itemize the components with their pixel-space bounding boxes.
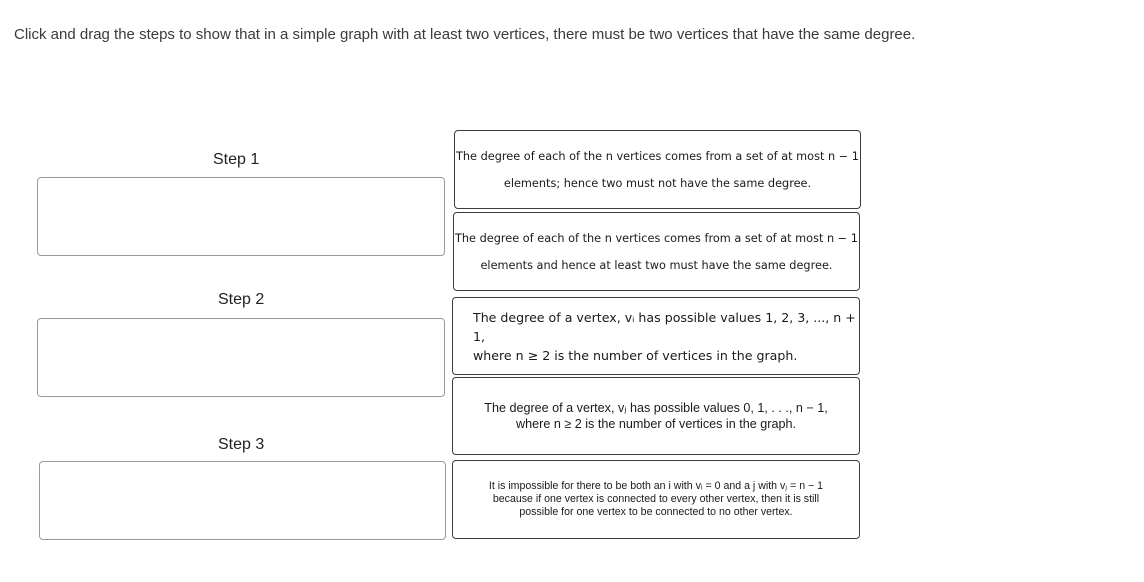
card-4-line-1: The degree of a vertex, vⱼ has possible values 0, 1, . . ., n − 1, bbox=[484, 401, 828, 415]
step-2-label: Step 2 bbox=[218, 291, 265, 308]
instructions-text: Click and drag the steps to show that in a simple graph with at least two vertices, there must be two vertices that have the same degree. bbox=[14, 26, 916, 43]
step-1-label: Step 1 bbox=[213, 151, 260, 168]
card-1-line-1: The degree of each of the n vertices comes from a set of at most n − 1 bbox=[456, 149, 859, 163]
card-3-line-2: where n ≥ 2 is the number of vertices in the graph. bbox=[473, 347, 798, 363]
card-3-line-1: The degree of a vertex, vᵢ has possible values 1, 2, 3, ..., n + 1, bbox=[473, 309, 856, 344]
card-5-line-1: It is impossible for there to be both an i with vᵢ = 0 and a j with vⱼ = n − 1 bbox=[488, 480, 824, 492]
draggable-card-3[interactable] bbox=[452, 297, 860, 375]
step-3-label: Step 3 bbox=[218, 436, 265, 453]
draggable-card-5[interactable] bbox=[452, 460, 860, 539]
card-4-line-2: where n ≥ 2 is the number of vertices in the graph. bbox=[516, 417, 796, 431]
draggable-card-2[interactable] bbox=[453, 212, 860, 291]
card-5-line-3: possible for one vertex to be connected to no other vertex. bbox=[519, 506, 793, 518]
card-1-line-2: elements; hence two must not have the same degree. bbox=[503, 176, 812, 190]
card-2-line-1: The degree of each of the n vertices comes from a set of at most n − 1 bbox=[455, 231, 858, 245]
draggable-card-4[interactable] bbox=[452, 377, 860, 455]
draggable-card-1[interactable] bbox=[454, 130, 861, 209]
card-5-line-2: because if one vertex is connected to every other vertex, then it is still bbox=[492, 493, 820, 505]
step-1-drop-zone[interactable] bbox=[37, 177, 445, 256]
step-3-drop-zone[interactable] bbox=[39, 461, 446, 540]
step-2-drop-zone[interactable] bbox=[37, 318, 445, 397]
card-2-line-2: elements and hence at least two must have the same degree. bbox=[480, 258, 833, 272]
